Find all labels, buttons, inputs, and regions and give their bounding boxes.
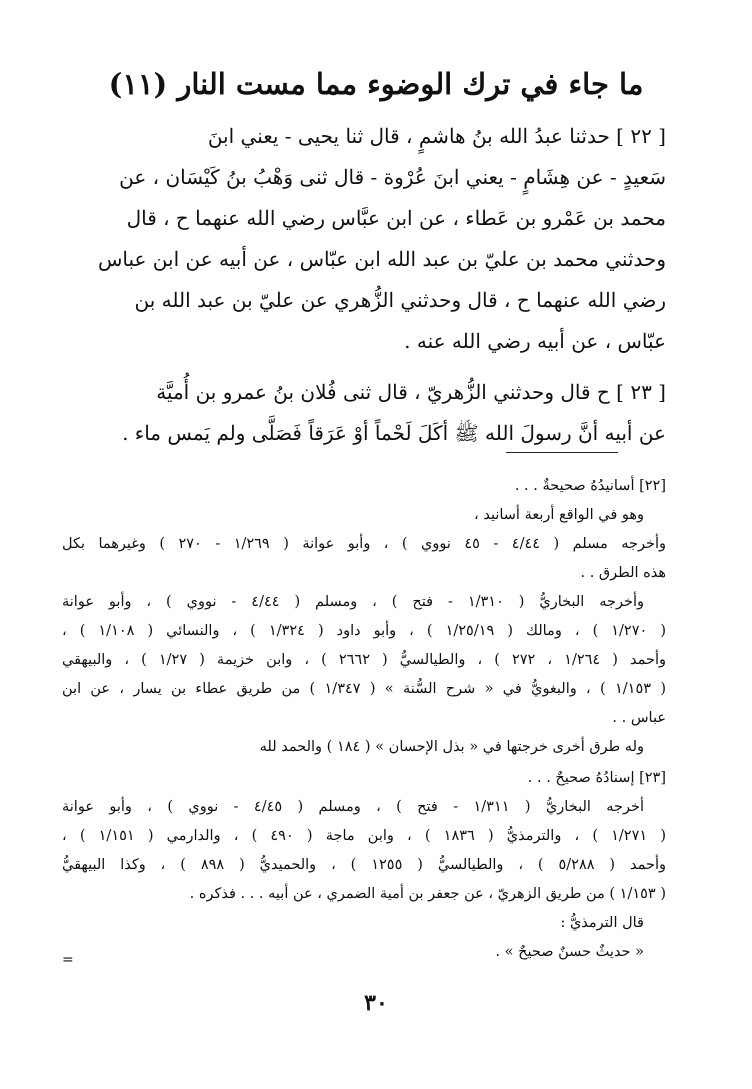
footnote-22-line: ( ١/٢٧٠ ) ، ومالك ( ١/٢٥/١٩ ) ، وأبو داود ( ١/٣٢٤ ) ، والنسائي ( ١/١٠٨ ) ، [62,623,666,639]
footnote-23-line: أخرجه البخاريُّ ( ١/٣١١ - فتح ) ، ومسلم ( ٤/٤٥ - نووي ) ، وأبو عوانة [62,799,645,815]
footnote-23-heading: [٢٣] إسنادُهُ صحيحٌ . . . [527,770,666,786]
footnote-22-line: وهو في الواقع أربعة أسانيد ، [474,507,644,523]
hadith-23-line: [ ٢٣ ] ح قال وحدثني الزُّهريّ ، قال ثنى فُلان بنُ عمرو بن أُميَّة [156,380,666,404]
hadith-22-line: عبّاس ، عن أبيه رضي الله عنه . [404,329,666,353]
hadith-23-line: عن أبيه أنَّ رسولَ الله ﷺ أكَلَ لَحْماً أوْ عَرَقاً فَصَلَّى ولم يَمس ماء . [122,421,666,445]
footnote-22-line: وأحمد ( ١/٢٦٤ ، ٢٧٢ ) ، والطيالسيُّ ( ٢٦٦٢ ) ، وابن خزيمة ( ١/٢٧ ) ، والبيهقي [62,652,666,668]
end-mark: = [62,952,74,968]
page-number: ٣٠ [364,990,388,1016]
footnote-23-line: ( ١/٢٧١ ) ، والترمذيُّ ( ١٨٣٦ ) ، وابن ماجة ( ٤٩٠ ) ، والدارمي ( ١/١٥١ ) ، [62,828,666,844]
footnote-22-line: وله طرق أخرى خرجتها في « بذل الإحسان » ( ١٨٤ ) والحمد لله [259,739,644,755]
footnote-22-line: وأخرجه البخاريُّ ( ١/٣١٠ - فتح ) ، ومسلم ( ٤/٤٤ - نووي ) ، وأبو عوانة [62,594,645,610]
hadith-22-line: [ ٢٢ ] حدثنا عبدُ الله بنُ هاشمٍ ، قال ثنا يحيى - يعني ابنَ [207,124,666,148]
footnote-23-line: ( ١/١٥٣ ) من طريق الزهريّ ، عن جعفر بن أمية الضمري ، عن أبيه . . . فذكره . [189,886,666,902]
hadith-22-line: سَعيدٍ - عن هِشَامٍ - يعني ابنَ عُرْوة - قال ثنى وَهْبُ بنُ كَيْسَان ، عن [119,165,666,189]
footnote-22-line: عباس . . [612,710,666,726]
chapter-title: (١١) ما جاء في ترك الوضوء مما مست النار [108,67,644,101]
footnote-22-line: ( ١/١٥٣ ) ، والبغويُّ في « شرح السُّنة » ( ١/٣٤٧ ) من طريق عطاء بن يسار ، عن ابن [62,681,666,697]
footnotes [62,470,666,967]
footnote-separator [506,452,618,453]
footnote-23-line: وأحمد ( ٥/٢٨٨ ) ، والطيالسيُّ ( ١٢٥٥ ) ، والحميديُّ ( ٨٩٨ ) ، وكذا البيهقيُّ [62,857,666,873]
footnote-22-line: وأخرجه مسلم ( ٤/٤٤ - ٤٥ نووي ) ، وأبو عوانة ( ١/٢٦٩ - ٢٧٠ ) وغيرهما بكل [62,536,666,552]
footnote-23-line: قال الترمذيُّ : [560,915,644,931]
hadith-text [62,116,666,454]
footnote-23-line: « حديثٌ حسنٌ صحيحٌ » . [495,944,644,960]
footnote-22-heading: [٢٢] أسانيدُهُ صحيحةٌ . . . [514,478,666,494]
hadith-22-line: وحدثني محمد بن عليّ بن عبد الله ابن عبّاس ، عن أبيه عن ابن عباس [97,247,666,271]
hadith-22-line: محمد بن عَمْرو بن عَطاء ، عن ابن عبَّاس رضي الله عنهما ح ، قال [126,206,666,230]
hadith-22-line: رضي الله عنهما ح ، قال وحدثني الزُّهري عن عليّ بن عبد الله بن [134,288,666,312]
footnote-22-line: هذه الطرق . . [580,565,666,581]
